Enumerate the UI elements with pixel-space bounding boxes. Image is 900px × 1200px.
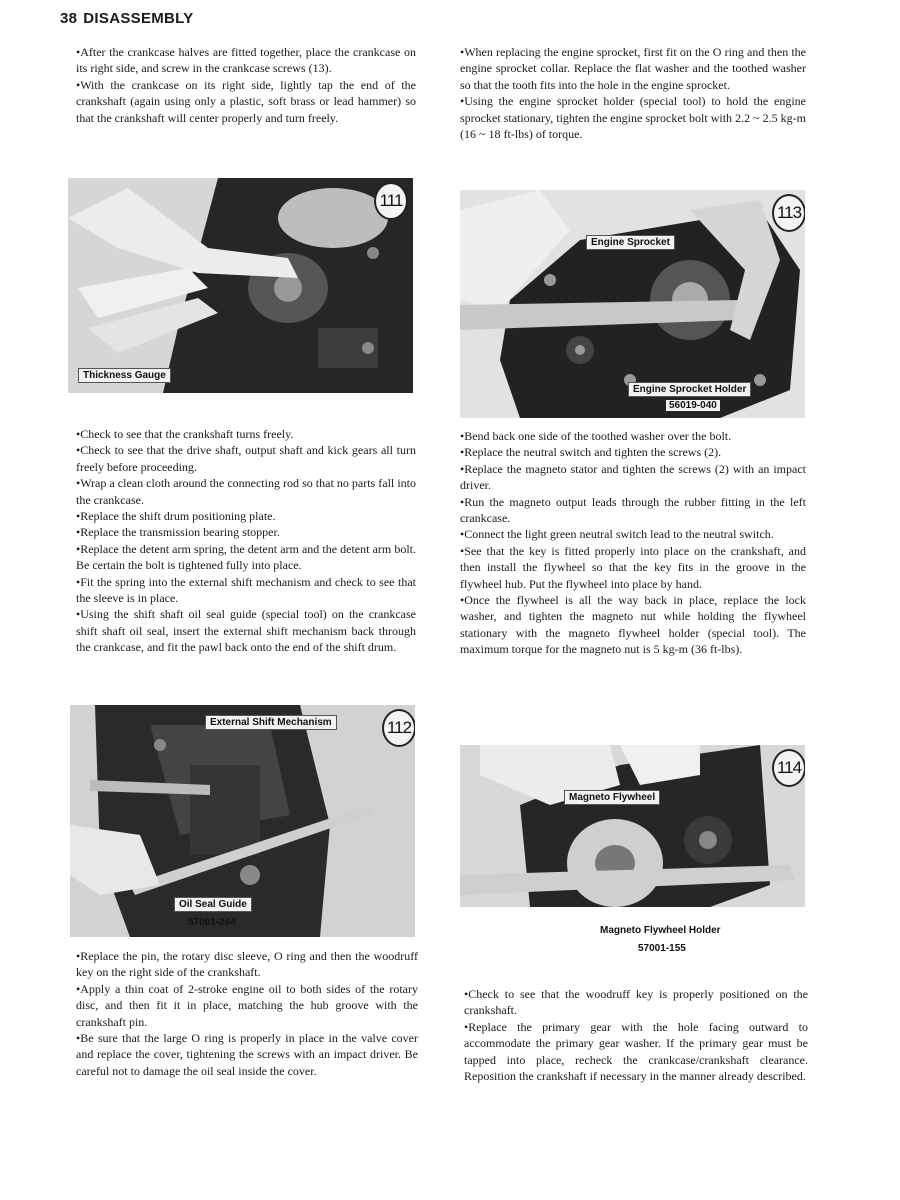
paragraph: •Replace the magneto stator and tighten the screws (2) with an impact driver. <box>460 461 806 493</box>
callout-magneto-flywheel-holder: Magneto Flywheel Holder <box>600 925 721 936</box>
paragraph: •Replace the shift drum positioning plate. <box>76 509 276 524</box>
paragraph: •When replacing the engine sprocket, first fit on the O ring and then the engine sprocket collar. Replace the flat washer and the toothed washer so that the tooth fits into the hole in the engine sprocket. <box>460 45 806 92</box>
callout-oil-seal-guide: Oil Seal Guide <box>174 897 252 912</box>
paragraph: •Replace the primary gear with the hole facing outward to accommodate the primary gear washer. If the primary gear must be tapped into place, recheck the crankcase/crankshaft clearance. Reposition the crankshaft if necessary in the manner already described. <box>464 1019 808 1084</box>
paragraph: •Replace the neutral switch and tighten the screws (2). <box>460 445 722 460</box>
callout-magneto-flywheel: Magneto Flywheel <box>564 790 660 805</box>
paragraph: •Check to see that the crankshaft turns freely. <box>76 427 294 441</box>
paragraph: •Apply a thin coat of 2-stroke engine oil to both sides of the rotary disc, and then fit it in place, matching the hub groove with the crankshaft pin. <box>76 981 418 1029</box>
left-text-block-3 <box>76 948 418 1079</box>
figure-112-photo <box>70 705 415 937</box>
figure-number: 112 <box>382 709 415 747</box>
callout-part-number: 56019-040 <box>666 400 720 411</box>
paragraph: •Replace the pin, the rotary disc sleeve, O ring and then the woodruff key on the right side of the crankshaft. <box>76 949 418 980</box>
right-text-block-3 <box>464 986 808 1084</box>
paragraph: •Check to see that the drive shaft, output shaft and kick gears all turn freely before proceeding. <box>76 443 416 474</box>
paragraph: •With the crankcase on its right side, lightly tap the end of the crankshaft (again using only a plastic, soft brass or lead hammer) so that the crankshaft will center properly and turn freely. <box>76 77 416 125</box>
figure-number: 111 <box>374 182 408 220</box>
paragraph: •Using the engine sprocket holder (special tool) to hold the engine sprocket stationary, tighten the engine sprocket bolt with 2.2 ~ 2.5 kg-m (16 ~ 18 ft-lbs) of torque. <box>460 94 806 142</box>
callout-thickness-gauge: Thickness Gauge <box>78 368 171 383</box>
page-number: 38 <box>60 10 78 27</box>
callout-external-shift-mechanism: External Shift Mechanism <box>205 715 337 730</box>
paragraph: •After the crankcase halves are fitted together, place the crankcase on its right side, and screw in the crankcase screws (13). <box>76 45 416 76</box>
left-text-block-1 <box>76 44 416 126</box>
left-text-block-2 <box>76 426 416 656</box>
right-text-block-2 <box>460 428 806 658</box>
figure-113-photo <box>460 190 805 418</box>
callout-engine-sprocket: Engine Sprocket <box>586 235 675 250</box>
paragraph: •Bend back one side of the toothed washer over the bolt. <box>460 429 732 443</box>
crankcase-photo-illustration <box>68 178 413 393</box>
paragraph: •Fit the spring into the external shift mechanism and check to see that the sleeve is in place. <box>76 574 416 606</box>
section-title: DISASSEMBLY <box>83 10 194 27</box>
figure-number: 114 <box>772 749 805 787</box>
paragraph: •See that the key is fitted properly into place on the crankshaft, and then install the flywheel so that the key fits in the groove in the flywheel hub. Put the flywheel into place by hand. <box>460 543 806 591</box>
paragraph: •Replace the detent arm spring, the detent arm and the detent arm bolt. Be certain the bolt is tightened fully into place. <box>76 541 416 573</box>
paragraph: •Using the shift shaft oil seal guide (special tool) on the crankcase shift shaft oil seal, insert the external shift mechanism back through the crankcase, and fit the pawl back onto the end of the shift drum. <box>76 607 416 655</box>
right-text-block-1 <box>460 44 806 142</box>
paragraph: •Connect the light green neutral switch lead to the neutral switch. <box>460 527 774 542</box>
paragraph: •Run the magneto output leads through the rubber fitting in the left crankcase. <box>460 494 806 526</box>
figure-number: 113 <box>772 194 805 232</box>
paragraph: •Wrap a clean cloth around the connecting rod so that no parts fall into the crankcase. <box>76 476 416 507</box>
figure-114-photo <box>460 745 805 963</box>
callout-part-number: 57001-264 <box>188 917 236 928</box>
callout-engine-sprocket-holder: Engine Sprocket Holder <box>628 382 751 397</box>
paragraph: •Once the flywheel is all the way back in place, replace the lock washer, and tighten the magneto nut while holding the flywheel stationary with the magneto flywheel holder (special tool). The maximum torque for the magneto nut is 5 kg-m (36 ft-lbs). <box>460 593 806 657</box>
callout-part-number: 57001-155 <box>638 943 686 954</box>
paragraph: •Be sure that the large O ring is properly in place in the valve cover and replace the cover, tightening the screws with an impact driver. Be careful not to damage the oil seal inside the cover. <box>76 1031 418 1078</box>
page-header <box>60 10 194 27</box>
paragraph: •Replace the transmission bearing stopper. <box>76 525 280 540</box>
paragraph: •Check to see that the woodruff key is properly positioned on the crankshaft. <box>464 987 808 1018</box>
figure-111-photo <box>68 178 413 393</box>
